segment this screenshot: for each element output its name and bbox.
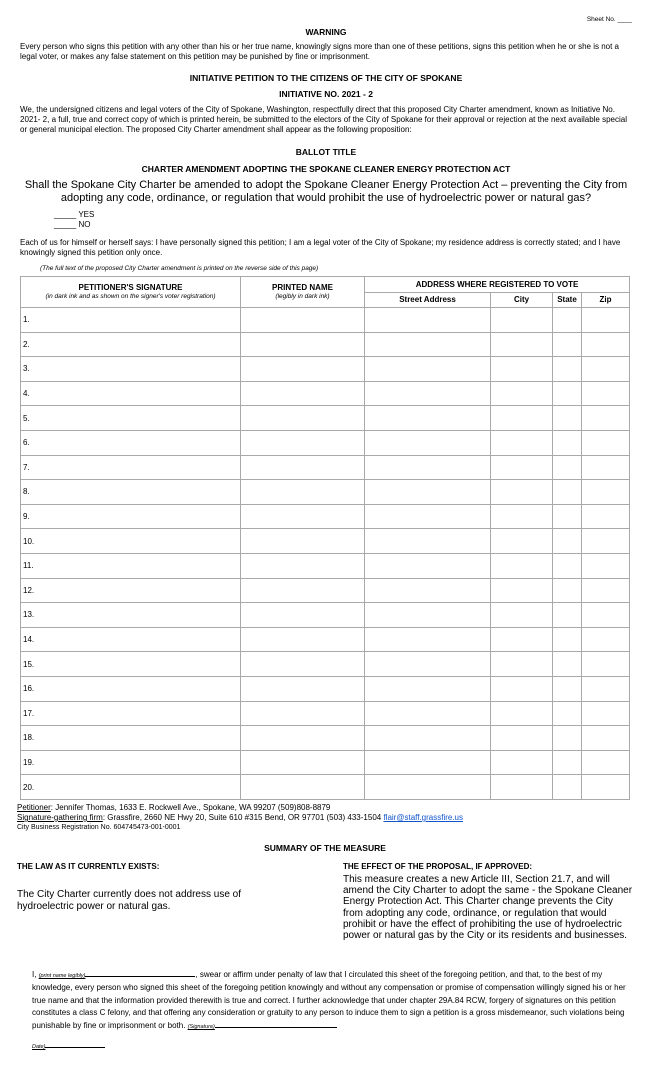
printed-name-cell[interactable]	[241, 381, 365, 406]
row-number: 4.	[23, 389, 30, 399]
printed-name-cell[interactable]	[241, 627, 365, 652]
city-cell[interactable]	[491, 627, 553, 652]
street-cell[interactable]	[365, 701, 491, 726]
date-label: Date)	[32, 1044, 46, 1050]
zip-cell[interactable]	[582, 603, 630, 628]
row-number: 15.	[23, 659, 35, 669]
street-cell[interactable]	[365, 775, 491, 800]
signature-cell[interactable]	[21, 455, 241, 480]
zip-cell[interactable]	[582, 652, 630, 677]
zip-cell[interactable]	[582, 332, 630, 357]
initiative-number: INITIATIVE NO. 2021 - 2	[279, 89, 373, 99]
city-cell[interactable]	[491, 750, 553, 775]
row-number: 5.	[23, 413, 30, 423]
street-cell[interactable]	[365, 652, 491, 677]
city-cell[interactable]	[491, 332, 553, 357]
printed-name-cell[interactable]	[241, 332, 365, 357]
signature-row	[21, 701, 630, 726]
petitioner-info	[17, 803, 463, 833]
option-yes: _____ YES	[54, 210, 95, 219]
signature-cell[interactable]	[21, 578, 241, 603]
date-field	[32, 1039, 105, 1050]
printed-name-cell[interactable]	[241, 676, 365, 701]
street-header: Street Address	[365, 292, 491, 308]
city-cell[interactable]	[491, 529, 553, 554]
state-cell[interactable]	[553, 775, 582, 800]
city-cell[interactable]	[491, 603, 553, 628]
effect-text: This measure creates a new Article III, Section 21.7, and will amend the City Charter to adopt the same - the Spokane Cleaner Energy Protection Act. This Charter change prevents the City from adopting any code, ordinance, or regulation that would prohibit or have the effect of prohibiting the use of hydroelectric power or natural gas by the City or its residents and businesses.	[343, 874, 633, 942]
state-cell[interactable]	[553, 750, 582, 775]
signature-row	[21, 455, 630, 480]
city-cell[interactable]	[491, 406, 553, 431]
city-cell[interactable]	[491, 775, 553, 800]
signature-cell[interactable]	[21, 726, 241, 751]
signature-row	[21, 504, 630, 529]
signature-table	[20, 276, 630, 800]
state-cell[interactable]	[553, 652, 582, 677]
initiative-title: INITIATIVE PETITION TO THE CITIZENS OF THE CITY OF SPOKANE	[189, 73, 463, 83]
street-cell[interactable]	[365, 603, 491, 628]
signature-row	[21, 676, 630, 701]
signature-label: (Signature)	[187, 1024, 215, 1031]
city-cell[interactable]	[491, 553, 553, 578]
charter-amendment-title: CHARTER AMENDMENT ADOPTING THE SPOKANE CLEANER ENERGY PROTECTION ACT	[141, 164, 511, 174]
state-cell[interactable]	[553, 504, 582, 529]
signature-cell[interactable]	[21, 775, 241, 800]
street-cell[interactable]	[365, 627, 491, 652]
street-cell[interactable]	[365, 726, 491, 751]
printed-name-cell[interactable]	[241, 553, 365, 578]
zip-cell[interactable]	[582, 726, 630, 751]
firm-email-link[interactable]: flair@staff.grassfire.us	[383, 813, 464, 822]
option-no: _____ NO	[54, 220, 91, 229]
street-cell[interactable]	[365, 553, 491, 578]
city-cell[interactable]	[491, 504, 553, 529]
state-cell[interactable]	[553, 430, 582, 455]
petitioner-label: Petitioner	[17, 803, 51, 812]
effect-title: THE EFFECT OF THE PROPOSAL, IF APPROVED:	[343, 862, 533, 871]
printed-name-cell[interactable]	[241, 775, 365, 800]
signature-cell[interactable]	[21, 676, 241, 701]
signature-row	[21, 750, 630, 775]
firm-text: : Grassfire, 2660 NE Hwy 20, Suite 610 #315 Bend, OR 97701 (503) 433-1504	[102, 813, 384, 822]
row-number: 7.	[23, 462, 30, 472]
circulator-oath	[32, 968, 632, 1033]
signature-subheader: (in dark ink and as shown on the signer's voter registration)	[45, 293, 216, 300]
signature-cell[interactable]	[21, 529, 241, 554]
street-cell[interactable]	[365, 381, 491, 406]
street-cell[interactable]	[365, 480, 491, 505]
printed-name-cell[interactable]	[241, 504, 365, 529]
state-cell[interactable]	[553, 578, 582, 603]
signer-declaration: Each of us for himself or herself says: I have personally signed this petition; I am a legal voter of the City of Spokane; my residence address is correctly stated; and I have knowingly signed this petition only once.	[20, 238, 621, 257]
printed-name-cell[interactable]	[241, 750, 365, 775]
state-cell[interactable]	[553, 381, 582, 406]
address-header: ADDRESS WHERE REGISTERED TO VOTE	[365, 277, 630, 293]
city-cell[interactable]	[491, 381, 553, 406]
street-cell[interactable]	[365, 504, 491, 529]
business-registration: City Business Registration No. 604745473-001-0001	[17, 824, 181, 831]
petitioner-text: : Jennifer Thomas, 1633 E. Rockwell Ave., Spokane, WA 99207 (509)808-8879	[50, 803, 331, 812]
sheet-number: Sheet No. ____	[586, 16, 632, 23]
signature-cell[interactable]	[21, 750, 241, 775]
signature-row	[21, 726, 630, 751]
signature-row	[21, 406, 630, 431]
city-cell[interactable]	[491, 430, 553, 455]
signature-cell[interactable]	[21, 504, 241, 529]
street-cell[interactable]	[365, 529, 491, 554]
signature-cell[interactable]	[21, 652, 241, 677]
street-cell[interactable]	[365, 357, 491, 382]
signature-row	[21, 553, 630, 578]
signature-row	[21, 603, 630, 628]
street-cell[interactable]	[365, 332, 491, 357]
signature-row	[21, 652, 630, 677]
signature-cell[interactable]	[21, 553, 241, 578]
signature-row	[21, 308, 630, 333]
row-number: 18.	[23, 733, 35, 743]
row-number: 17.	[23, 708, 35, 718]
signature-cell[interactable]	[21, 308, 241, 333]
zip-cell[interactable]	[582, 381, 630, 406]
signature-cell[interactable]	[21, 357, 241, 382]
printed-name-cell[interactable]	[241, 652, 365, 677]
printed-name-cell[interactable]	[241, 726, 365, 751]
street-cell[interactable]	[365, 455, 491, 480]
street-cell[interactable]	[365, 406, 491, 431]
zip-cell[interactable]	[582, 553, 630, 578]
warning-title: WARNING	[305, 27, 347, 37]
city-cell[interactable]	[491, 308, 553, 333]
state-cell[interactable]	[553, 701, 582, 726]
zip-cell[interactable]	[582, 455, 630, 480]
signature-header: PETITIONER'S SIGNATURE (in dark ink and as shown on the signer's voter registration)	[21, 277, 241, 308]
printed-name-cell[interactable]	[241, 430, 365, 455]
zip-cell[interactable]	[582, 504, 630, 529]
row-number: 13.	[23, 610, 35, 620]
state-cell[interactable]	[553, 357, 582, 382]
initiative-intro: We, the undersigned citizens and legal voters of the City of Spokane, Washington, respectfully direct that this proposed City Charter amendment, known as Initiative No. 2021- 2, a full, true and correct copy of which is printed herein, be submitted to the electors of the City of Spokane for their approval or rejection at the next available special or general municipal election. The proposed City Charter amendment shall appear as the following proposition:	[20, 105, 628, 134]
signature-cell[interactable]	[21, 627, 241, 652]
street-cell[interactable]	[365, 430, 491, 455]
city-cell[interactable]	[491, 726, 553, 751]
row-number: 11.	[23, 561, 34, 571]
state-cell[interactable]	[553, 455, 582, 480]
signature-cell[interactable]	[21, 332, 241, 357]
signature-row	[21, 578, 630, 603]
signature-row	[21, 381, 630, 406]
row-number: 9.	[23, 512, 30, 522]
firm-label: Signature-gathering firm	[17, 813, 103, 822]
row-number: 16.	[23, 684, 35, 694]
printed-name-cell[interactable]	[241, 603, 365, 628]
state-cell[interactable]	[553, 308, 582, 333]
state-header: State	[553, 292, 582, 308]
zip-cell[interactable]	[582, 480, 630, 505]
printed-name-cell[interactable]	[241, 455, 365, 480]
printed-name-cell[interactable]	[241, 701, 365, 726]
zip-cell[interactable]	[582, 529, 630, 554]
signature-row	[21, 430, 630, 455]
printed-name-cell[interactable]	[241, 406, 365, 431]
city-cell[interactable]	[491, 676, 553, 701]
row-number: 12.	[23, 585, 35, 595]
ballot-options	[54, 210, 94, 230]
current-law-text: The City Charter currently does not address use of hydroelectric power or natural gas.	[17, 889, 241, 912]
row-number: 20.	[23, 782, 35, 792]
city-cell[interactable]	[491, 357, 553, 382]
printed-name-cell[interactable]	[241, 308, 365, 333]
printed-name-cell[interactable]	[241, 357, 365, 382]
signature-cell[interactable]	[21, 701, 241, 726]
current-law-title: THE LAW AS IT CURRENTLY EXISTS:	[17, 862, 160, 871]
full-text-note: (The full text of the proposed City Charter amendment is printed on the reverse side of this page)	[40, 265, 319, 272]
printed-name-subheader: (legibly in dark ink)	[275, 293, 330, 300]
zip-cell[interactable]	[582, 701, 630, 726]
state-cell[interactable]	[553, 603, 582, 628]
street-cell[interactable]	[365, 676, 491, 701]
printed-name-header: PRINTED NAME (legibly in dark ink)	[241, 277, 365, 308]
street-cell[interactable]	[365, 750, 491, 775]
row-number: 10.	[23, 536, 35, 546]
row-number: 14.	[23, 635, 35, 645]
zip-cell[interactable]	[582, 357, 630, 382]
signature-cell[interactable]	[21, 406, 241, 431]
row-number: 19.	[23, 757, 35, 767]
print-name-label: (print name legibly)	[38, 973, 86, 979]
row-number: 2.	[23, 339, 30, 349]
row-number: 6.	[23, 438, 30, 448]
state-cell[interactable]	[553, 480, 582, 505]
city-cell[interactable]	[491, 455, 553, 480]
state-cell[interactable]	[553, 406, 582, 431]
printed-name-cell[interactable]	[241, 578, 365, 603]
state-cell[interactable]	[553, 332, 582, 357]
zip-cell[interactable]	[582, 430, 630, 455]
signature-row	[21, 529, 630, 554]
zip-cell[interactable]	[582, 578, 630, 603]
oath-i: I,	[32, 970, 39, 979]
state-cell[interactable]	[553, 529, 582, 554]
signature-cell[interactable]	[21, 603, 241, 628]
zip-cell[interactable]	[582, 775, 630, 800]
row-number: 3.	[23, 364, 30, 374]
street-cell[interactable]	[365, 578, 491, 603]
zip-cell[interactable]	[582, 308, 630, 333]
state-cell[interactable]	[553, 627, 582, 652]
city-cell[interactable]	[491, 701, 553, 726]
row-number: 1.	[23, 315, 30, 325]
summary-title: SUMMARY OF THE MEASURE	[264, 843, 386, 853]
zip-cell[interactable]	[582, 750, 630, 775]
state-cell[interactable]	[553, 676, 582, 701]
zip-header: Zip	[582, 292, 630, 308]
signature-line[interactable]	[215, 1019, 337, 1028]
zip-cell[interactable]	[582, 676, 630, 701]
signature-cell[interactable]	[21, 480, 241, 505]
zip-cell[interactable]	[582, 406, 630, 431]
signature-row	[21, 357, 630, 382]
state-cell[interactable]	[553, 553, 582, 578]
city-cell[interactable]	[491, 652, 553, 677]
ballot-question: Shall the Spokane City Charter be amended to adopt the Spokane Cleaner Energy Protection Act – preventing the City from adopting any code, ordinance, or regulation that would prohibit the use of hydroelectric power or natural gas?	[24, 179, 628, 204]
city-header: City	[491, 292, 553, 308]
ballot-title-heading: BALLOT TITLE	[295, 147, 357, 157]
city-cell[interactable]	[491, 480, 553, 505]
state-cell[interactable]	[553, 726, 582, 751]
oath-text: , swear or affirm under penalty of law that I circulated this sheet of the foregoing petition, and that, to the best of my knowledge, every person who signed this sheet of the foregoing petition knowingly and without any compensation or promise of compensation willingly signed his or her true name and that the information provided therewith is true and correct. I further acknowledge that under chapter 29A.84 RCW, forgery of signatures on this petition constitutes a class C felony, and that offering any consideration or gratuity to any person to induce them to sign a petition is a gross misdemeanor, such violations being punishable by fine or imprisonment or both.	[32, 970, 626, 1031]
street-cell[interactable]	[365, 308, 491, 333]
printed-name-cell[interactable]	[241, 529, 365, 554]
row-number: 8.	[23, 487, 30, 497]
signature-cell[interactable]	[21, 430, 241, 455]
city-cell[interactable]	[491, 578, 553, 603]
signature-row	[21, 480, 630, 505]
signature-cell[interactable]	[21, 381, 241, 406]
date-line[interactable]	[45, 1039, 105, 1048]
warning-text: Every person who signs this petition with any other than his or her true name, knowingly signs more than one of these petitions, signs this petition when he or she is not a legal voter, or makes any false statement on this petition may be punished by fine or imprisonment.	[20, 42, 619, 61]
printed-name-cell[interactable]	[241, 480, 365, 505]
print-name-line[interactable]	[85, 968, 195, 977]
signature-row	[21, 627, 630, 652]
signature-row	[21, 775, 630, 800]
zip-cell[interactable]	[582, 627, 630, 652]
signature-row	[21, 332, 630, 357]
